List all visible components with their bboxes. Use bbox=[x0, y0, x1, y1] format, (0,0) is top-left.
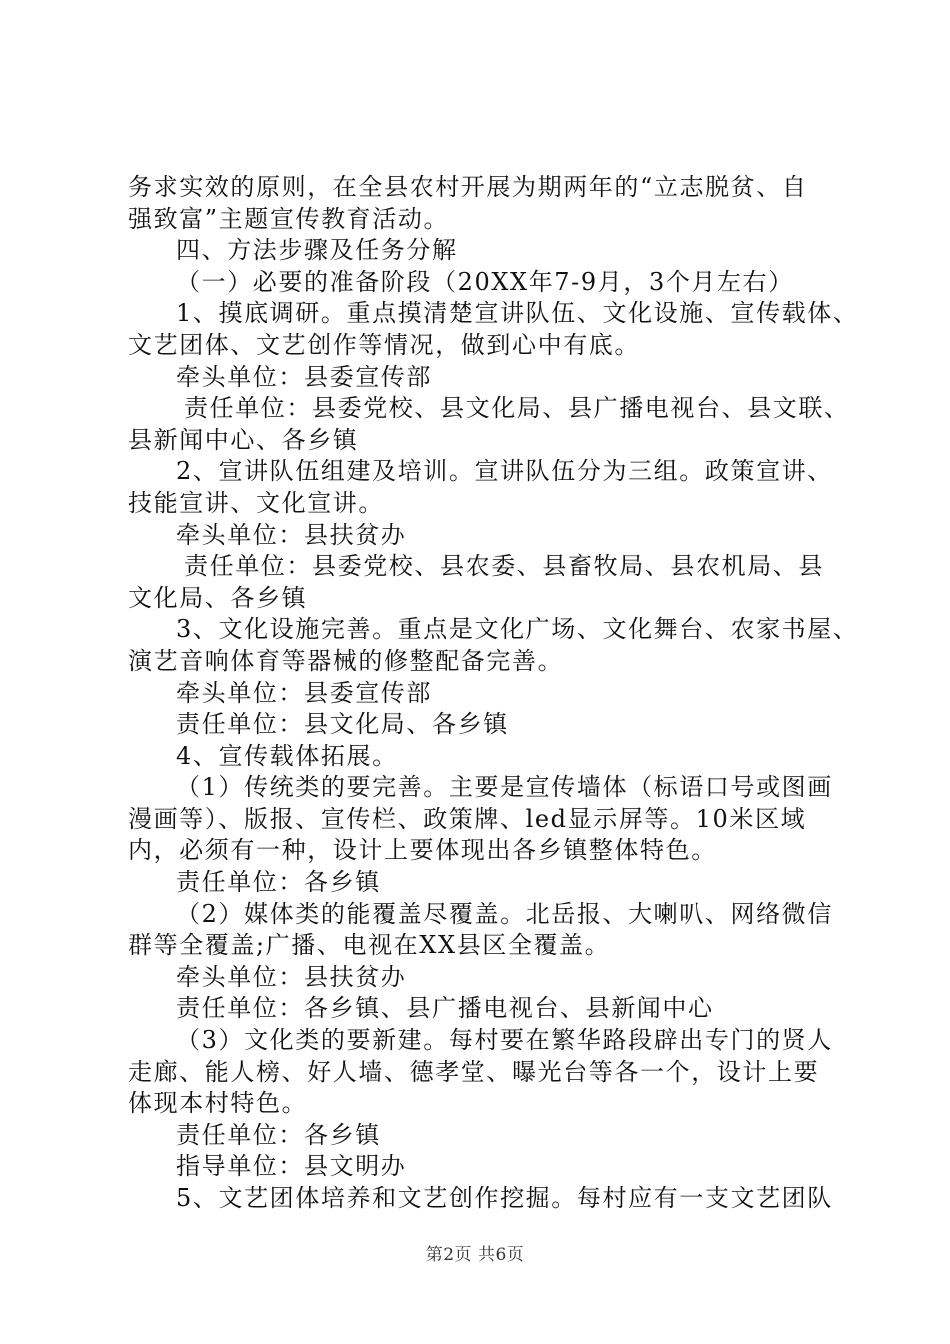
responsible-unit-line: 责任单位：县文化局、各乡镇 bbox=[176, 710, 509, 739]
lead-unit-line: 牵头单位：县扶贫办 bbox=[176, 962, 407, 991]
paragraph-line: 4、宣传载体拓展。 bbox=[176, 741, 398, 770]
paragraph-line: 演艺音响体育等器械的修整配备完善。 bbox=[128, 646, 564, 675]
paragraph-line: 务求实效的原则，在全县农村开展为期两年的“立志脱贫、自 bbox=[128, 173, 808, 201]
responsible-unit-line: 责任单位：各乡镇 bbox=[176, 1120, 381, 1149]
lead-unit-line: 牵头单位：县委宣传部 bbox=[176, 362, 432, 391]
lead-unit-line: 牵头单位：县扶贫办 bbox=[176, 520, 407, 549]
responsible-unit-line: 责任单位：县委党校、县文化局、县广播电视台、县文联、 bbox=[184, 394, 850, 423]
responsible-unit-line: 责任单位：各乡镇 bbox=[176, 868, 381, 897]
responsible-unit-line: 责任单位：各乡镇、县广播电视台、县新闻中心 bbox=[176, 994, 714, 1023]
paragraph-line: 走廊、能人榜、好人墙、德孝堂、曝光台等各一个，设计上要 bbox=[128, 1057, 820, 1086]
responsible-unit-line: 责任单位：县委党校、县农委、县畜牧局、县农机局、县 bbox=[184, 552, 824, 581]
page-number-footer: 第2页 共6页 bbox=[425, 1245, 525, 1265]
paragraph-line: 1、摸底调研。重点摸清楚宣讲队伍、文化设施、宣传载体、 bbox=[176, 299, 859, 328]
paragraph-line: （1）传统类的要完善。主要是宣传墙体（标语口号或图画 bbox=[176, 773, 833, 802]
paragraph-line: 内，必须有一种，设计上要体现出各乡镇整体特色。 bbox=[128, 836, 717, 865]
document-body bbox=[128, 172, 859, 1215]
paragraph-line: 县新闻中心、各乡镇 bbox=[128, 425, 359, 454]
guidance-unit-line: 指导单位：县文明办 bbox=[176, 1152, 407, 1181]
lead-unit-line: 牵头单位：县委宣传部 bbox=[176, 678, 432, 707]
paragraph-line: 强致富”主题宣传教育活动。 bbox=[128, 204, 450, 233]
paragraph-line: 2、宣讲队伍组建及培训。宣讲队伍分为三组。政策宣讲、 bbox=[176, 457, 833, 486]
paragraph-line: 群等全覆盖;广播、电视在XX县区全覆盖。 bbox=[128, 931, 611, 960]
paragraph-line: （3）文化类的要新建。每村要在繁华路段辟出专门的贤人 bbox=[176, 1026, 833, 1055]
paragraph-line: 文化局、各乡镇 bbox=[128, 583, 308, 612]
section-heading: 四、方法步骤及任务分解 bbox=[176, 236, 458, 265]
paragraph-line: 体现本村特色。 bbox=[128, 1089, 308, 1118]
paragraph-line: 3、文化设施完善。重点是文化广场、文化舞台、农家书屋、 bbox=[176, 615, 859, 644]
subsection-heading: （一）必要的准备阶段（20XX年7-9月，3个月左右） bbox=[176, 267, 794, 296]
paragraph-line: 文艺团体、文艺创作等情况，做到心中有底。 bbox=[128, 330, 640, 359]
paragraph-line: 5、文艺团体培养和文艺创作挖掘。每村应有一支文艺团队 bbox=[176, 1184, 833, 1212]
paragraph-line: 漫画等）、版报、宣传栏、政策牌、led显示屏等。10米区域 bbox=[128, 804, 807, 833]
paragraph-line: （2）媒体类的能覆盖尽覆盖。北岳报、大喇叭、网络微信 bbox=[176, 899, 833, 928]
paragraph-line: 技能宣讲、文化宣讲。 bbox=[128, 488, 384, 517]
